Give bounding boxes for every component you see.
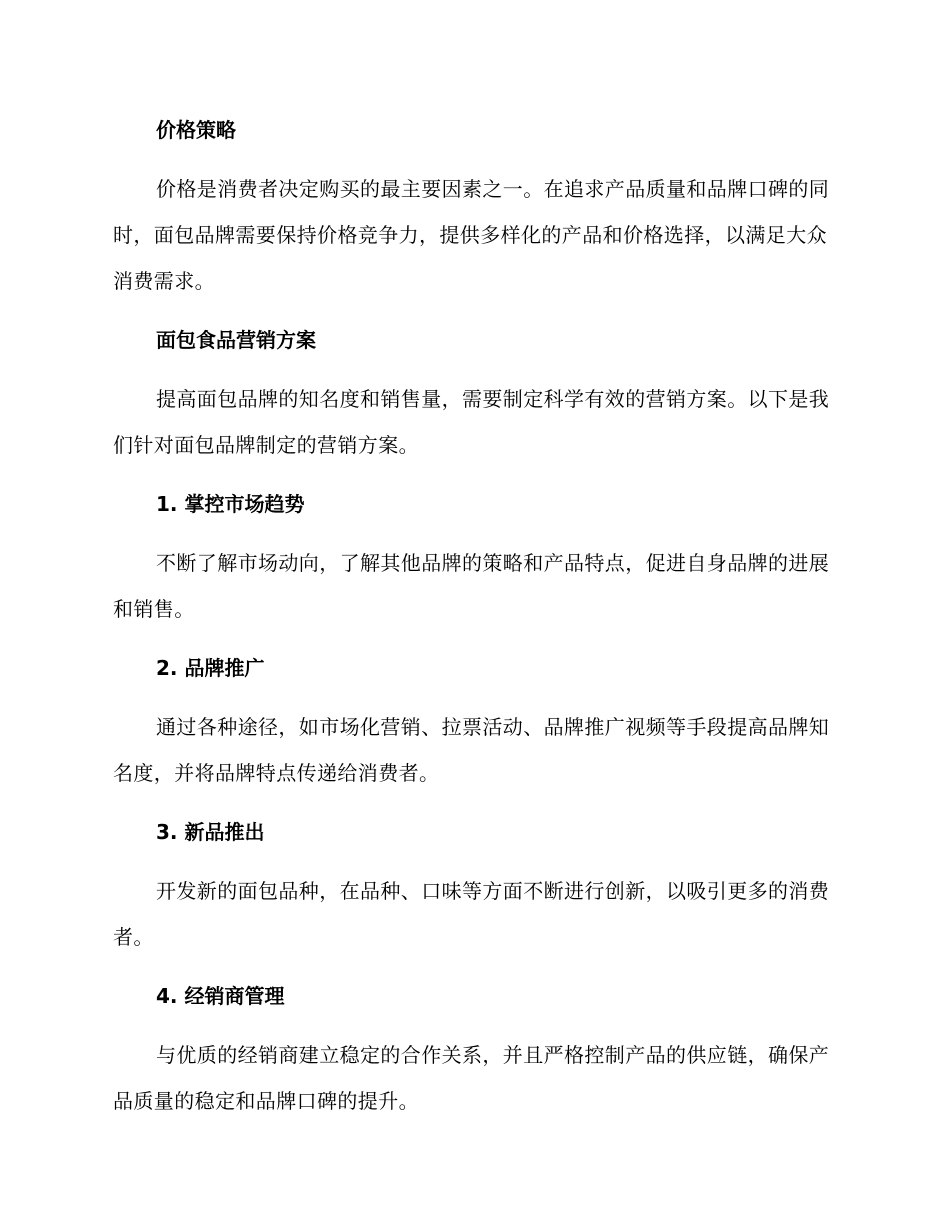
- section-heading-market-trends: 1. 掌控市场趋势: [156, 492, 305, 516]
- document-page: [113, 108, 833, 1124]
- section-heading-price-strategy: 价格策略: [156, 118, 236, 142]
- section-body-new-products: 开发新的面包品种，在品种、口味等方面不断进行创新，以吸引更多的消费者。: [113, 879, 830, 949]
- section-body-marketing-plan: 提高面包品牌的知名度和销售量，需要制定科学有效的营销方案。以下是我们针对面包品牌制定的营销方案。: [113, 387, 830, 457]
- section-heading-brand-promotion: 2. 品牌推广: [156, 656, 265, 680]
- section-heading-marketing-plan: 面包食品营销方案: [156, 328, 316, 352]
- section-body-distributor-management: 与优质的经销商建立稳定的合作关系，并且严格控制产品的供应链，确保产品质量的稳定和品牌口碑的提升。: [113, 1043, 830, 1113]
- section-body-price-strategy: 价格是消费者决定购买的最主要因素之一。在追求产品质量和品牌口碑的同时，面包品牌需要保持价格竞争力，提供多样化的产品和价格选择，以满足大众消费需求。: [113, 177, 830, 293]
- section-body-brand-promotion: 通过各种途径，如市场化营销、拉票活动、品牌推广视频等手段提高品牌知名度，并将品牌特点传递给消费者。: [113, 715, 830, 785]
- section-heading-distributor-management: 4. 经销商管理: [156, 984, 285, 1008]
- section-heading-new-products: 3. 新品推出: [156, 820, 265, 844]
- section-body-market-trends: 不断了解市场动向，了解其他品牌的策略和产品特点，促进自身品牌的进展和销售。: [113, 551, 830, 621]
